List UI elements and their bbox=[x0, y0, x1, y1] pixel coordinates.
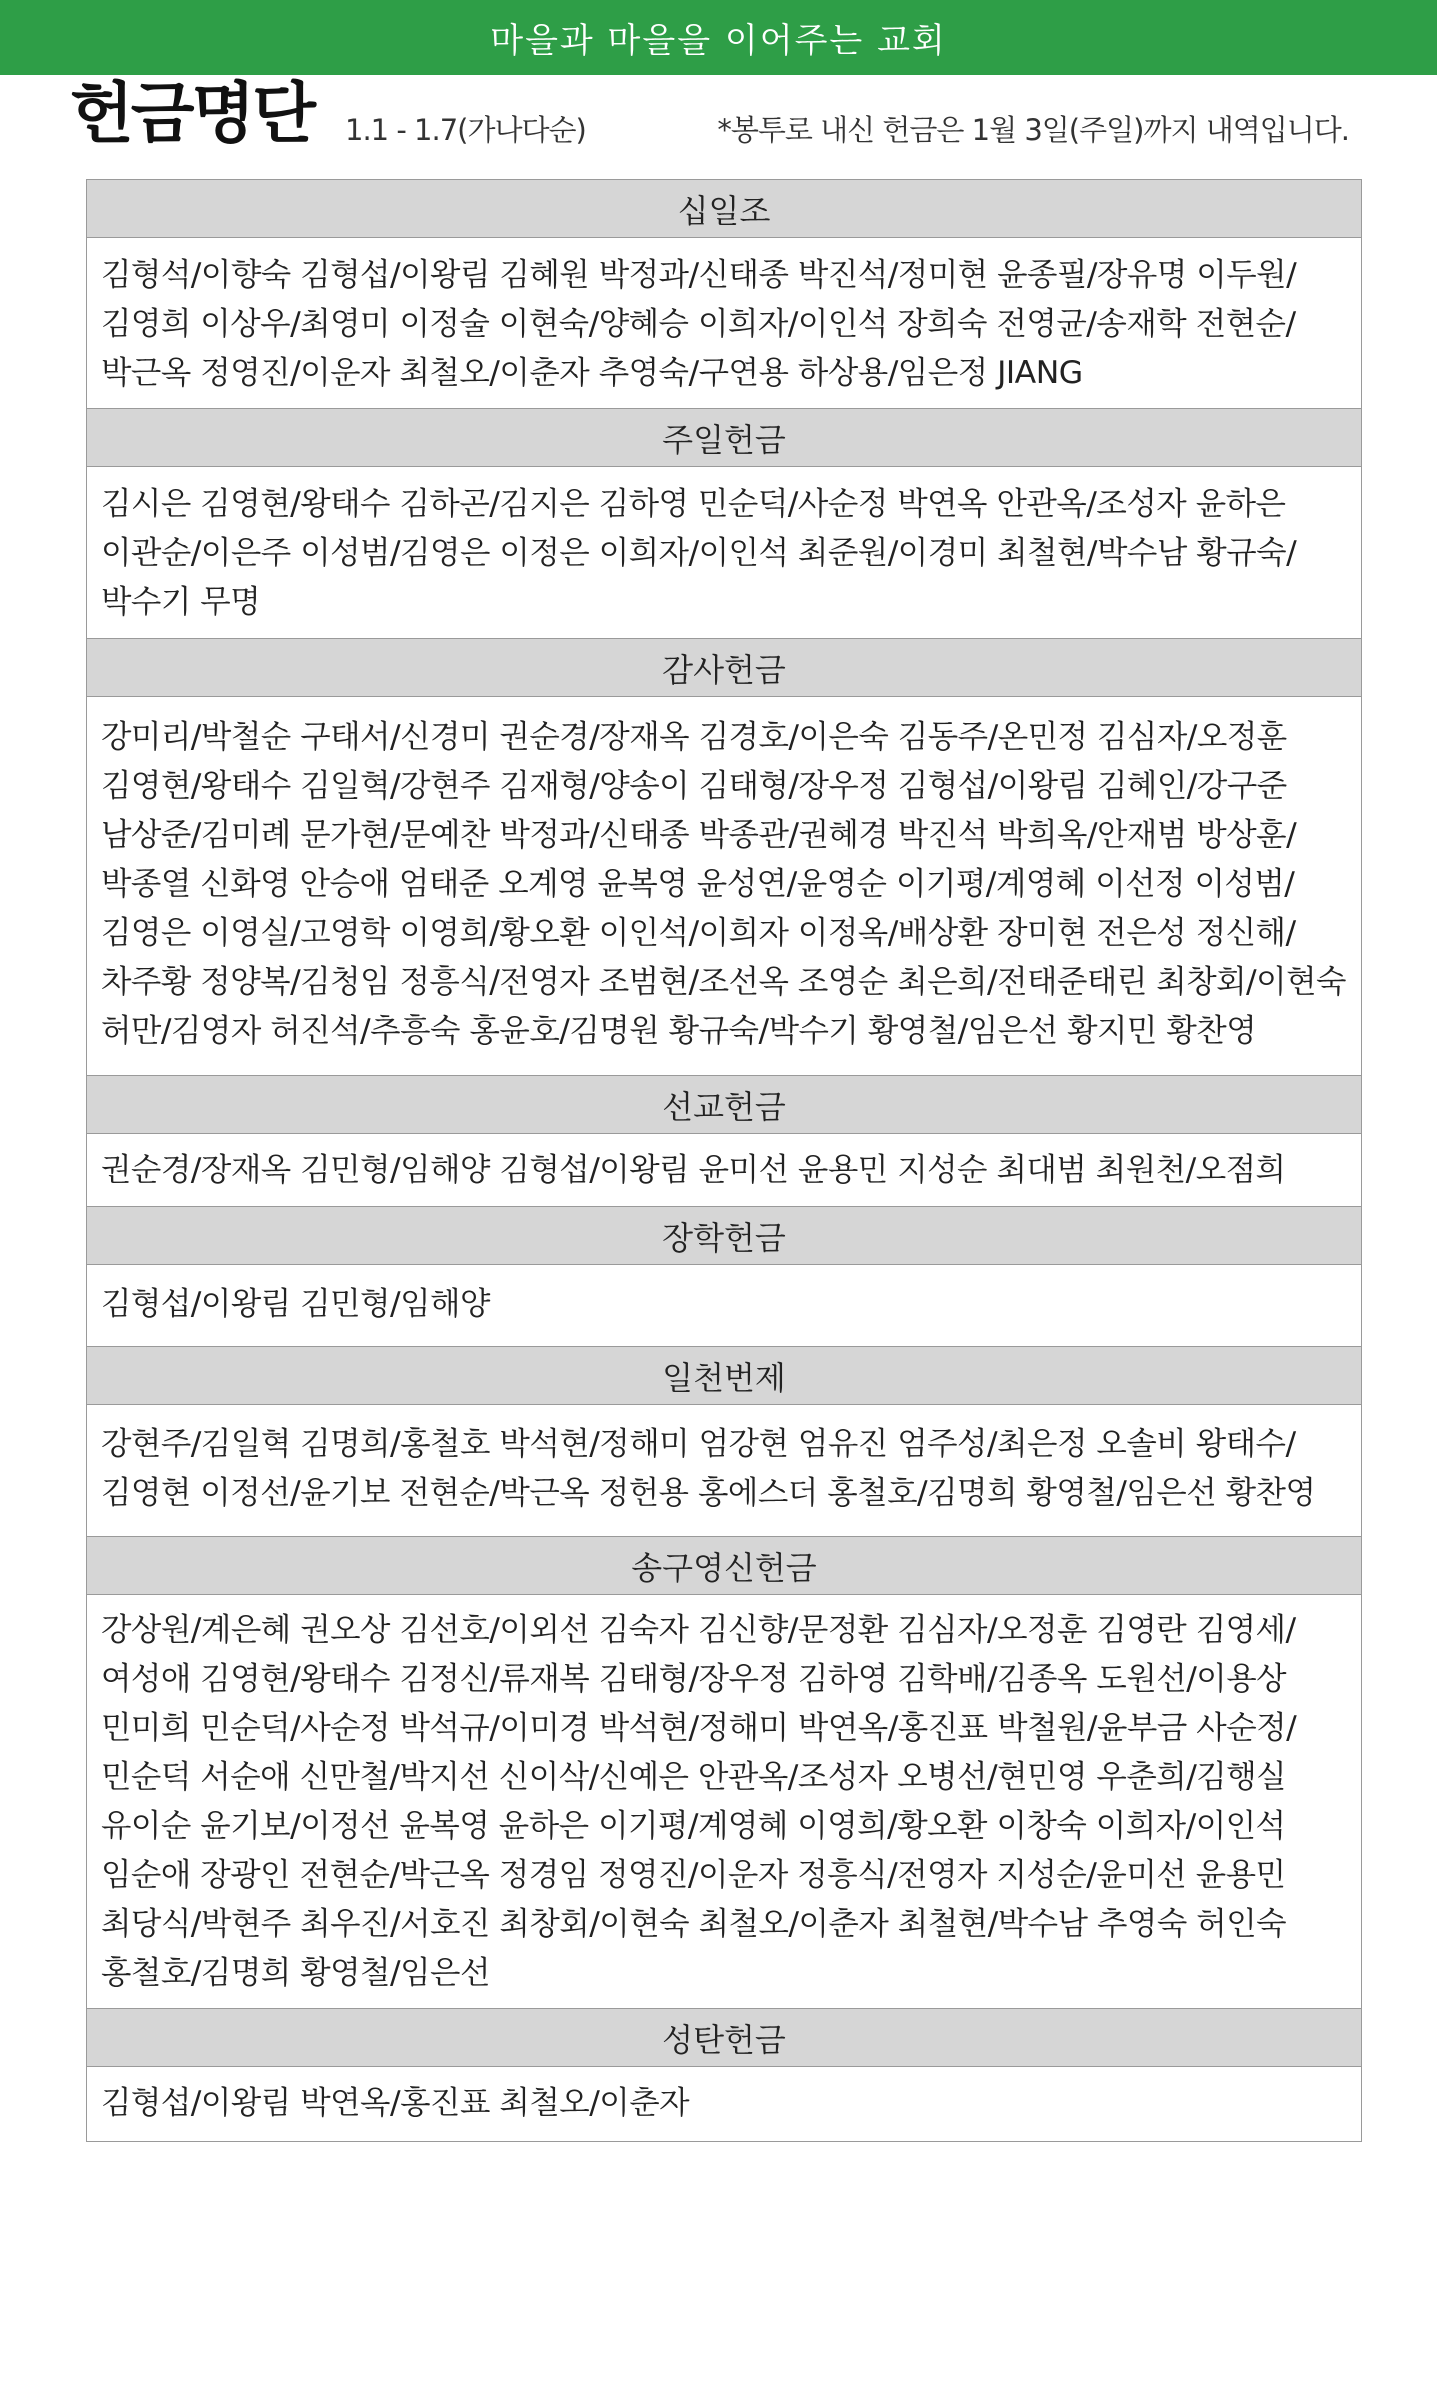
offering-section bbox=[87, 408, 1361, 638]
donor-names bbox=[87, 467, 1361, 638]
donor-line: 김영현 이정선/윤기보 전현순/박근옥 정헌용 홍에스더 홍철호/김명희 황영철/임은선 황찬영 bbox=[101, 1475, 1316, 1511]
section-title: 송구영신헌금 bbox=[87, 1536, 1361, 1595]
donor-line: 강상원/계은혜 권오상 김선호/이외선 김숙자 김신향/문정환 김심자/오정훈 김영란 김영세/ bbox=[101, 1612, 1296, 1648]
donor-line: 여성애 김영현/왕태수 김정신/류재복 김태형/장우정 김하영 김학배/김종옥 도원선/이용상 bbox=[101, 1661, 1287, 1697]
section-title: 주일헌금 bbox=[87, 408, 1361, 467]
donor-names bbox=[87, 1265, 1361, 1346]
offering-section bbox=[87, 180, 1361, 408]
donor-line: 차주황 정양복/김청임 정흥식/전영자 조범현/조선옥 조영순 최은희/전태준태린 최창회/이현숙 bbox=[101, 964, 1346, 1000]
page-title: 헌금명단 bbox=[70, 75, 314, 152]
donor-line: 최당식/박현주 최우진/서호진 최창회/이현숙 최철오/이춘자 최철현/박수남 추영숙 허인숙 bbox=[101, 1906, 1287, 1942]
donor-line: 강미리/박철순 구태서/신경미 권순경/장재옥 김경호/이은숙 김동주/온민정 김심자/오정훈 bbox=[101, 719, 1287, 755]
donor-line: 홍철호/김명희 황영철/임은선 bbox=[101, 1955, 490, 1991]
offering-section bbox=[87, 638, 1361, 1075]
donor-line: 민순덕 서순애 신만철/박지선 신이삭/신예은 안관옥/조성자 오병선/현민영 우춘희/김행실 bbox=[101, 1759, 1287, 1795]
donor-line: 박수기 무명 bbox=[101, 584, 261, 620]
date-range: 1.1 - 1.7(가나다순) bbox=[345, 113, 586, 147]
section-title: 십일조 bbox=[87, 180, 1361, 238]
donor-line: 허만/김영자 허진석/추흥숙 홍윤호/김명원 황규숙/박수기 황영철/임은선 황지민 황찬영 bbox=[101, 1013, 1257, 1049]
donor-line: 이관순/이은주 이성범/김영은 이정은 이희자/이인석 최준원/이경미 최철현/박수남 황규숙/ bbox=[101, 535, 1297, 571]
section-title: 감사헌금 bbox=[87, 638, 1361, 697]
donor-line: 박종열 신화영 안승애 엄태준 오계영 윤복영 윤성연/윤영순 이기평/계영혜 이선정 이성범/ bbox=[101, 866, 1295, 902]
section-title: 장학헌금 bbox=[87, 1206, 1361, 1265]
offering-section bbox=[87, 1346, 1361, 1536]
offering-section bbox=[87, 1206, 1361, 1346]
donor-line: 김영은 이영실/고영학 이영희/황오환 이인석/이희자 이정옥/배상환 장미현 전은성 정신해/ bbox=[101, 915, 1296, 951]
section-title: 일천번제 bbox=[87, 1346, 1361, 1405]
header-banner: 마을과 마을을 이어주는 교회 bbox=[0, 0, 1437, 75]
donor-line: 박근옥 정영진/이운자 최철오/이춘자 추영숙/구연용 하상용/임은정 JIANG bbox=[101, 355, 1083, 391]
offering-list-table bbox=[86, 179, 1362, 2142]
donor-names bbox=[87, 2067, 1361, 2141]
donor-line: 김형섭/이왕림 김민형/임해양 bbox=[101, 1286, 490, 1322]
donor-names bbox=[87, 1134, 1361, 1206]
donor-names bbox=[87, 1595, 1361, 2008]
donor-line: 민미희 민순덕/사순정 박석규/이미경 박석현/정해미 박연옥/홍진표 박철원/윤부금 사순정/ bbox=[101, 1710, 1297, 1746]
donor-names bbox=[87, 238, 1361, 408]
donor-line: 김형석/이향숙 김형섭/이왕림 김혜원 박정과/신태종 박진석/정미현 윤종필/장유명 이두원/ bbox=[101, 257, 1297, 293]
section-title: 성탄헌금 bbox=[87, 2008, 1361, 2067]
envelope-note: *봉투로 내신 헌금은 1월 3일(주일)까지 내역입니다. bbox=[717, 113, 1349, 147]
offering-section bbox=[87, 1536, 1361, 2008]
donor-line: 김시은 김영현/왕태수 김하곤/김지은 김하영 민순덕/사순정 박연옥 안관옥/조성자 윤하은 bbox=[101, 486, 1286, 522]
donor-line: 김영희 이상우/최영미 이정술 이현숙/양혜승 이희자/이인석 장희숙 전영균/송재학 전현순/ bbox=[101, 306, 1296, 342]
offering-section bbox=[87, 1075, 1361, 1206]
donor-names bbox=[87, 697, 1361, 1075]
donor-names bbox=[87, 1405, 1361, 1536]
donor-line: 권순경/장재옥 김민형/임해양 김형섭/이왕림 윤미선 윤용민 지성순 최대범 최원천/오점희 bbox=[101, 1152, 1286, 1188]
section-title: 선교헌금 bbox=[87, 1075, 1361, 1134]
donor-line: 김형섭/이왕림 박연옥/홍진표 최철오/이춘자 bbox=[101, 2085, 690, 2121]
donor-line: 남상준/김미례 문가현/문예찬 박정과/신태종 박종관/권혜경 박진석 박희옥/안재범 방상훈/ bbox=[101, 817, 1297, 853]
donor-line: 강현주/김일혁 김명희/홍철호 박석현/정해미 엄강현 엄유진 엄주성/최은정 오솔비 왕태수/ bbox=[101, 1426, 1296, 1462]
donor-line: 김영현/왕태수 김일혁/강현주 김재형/양송이 김태형/장우정 김형섭/이왕림 김혜인/강구준 bbox=[101, 768, 1287, 804]
offering-section bbox=[87, 2008, 1361, 2141]
donor-line: 임순애 장광인 전현순/박근옥 정경임 정영진/이운자 정흥식/전영자 지성순/윤미선 윤용민 bbox=[101, 1857, 1286, 1893]
donor-line: 유이순 윤기보/이정선 윤복영 윤하은 이기평/계영혜 이영희/황오환 이창숙 이희자/이인석 bbox=[101, 1808, 1286, 1844]
